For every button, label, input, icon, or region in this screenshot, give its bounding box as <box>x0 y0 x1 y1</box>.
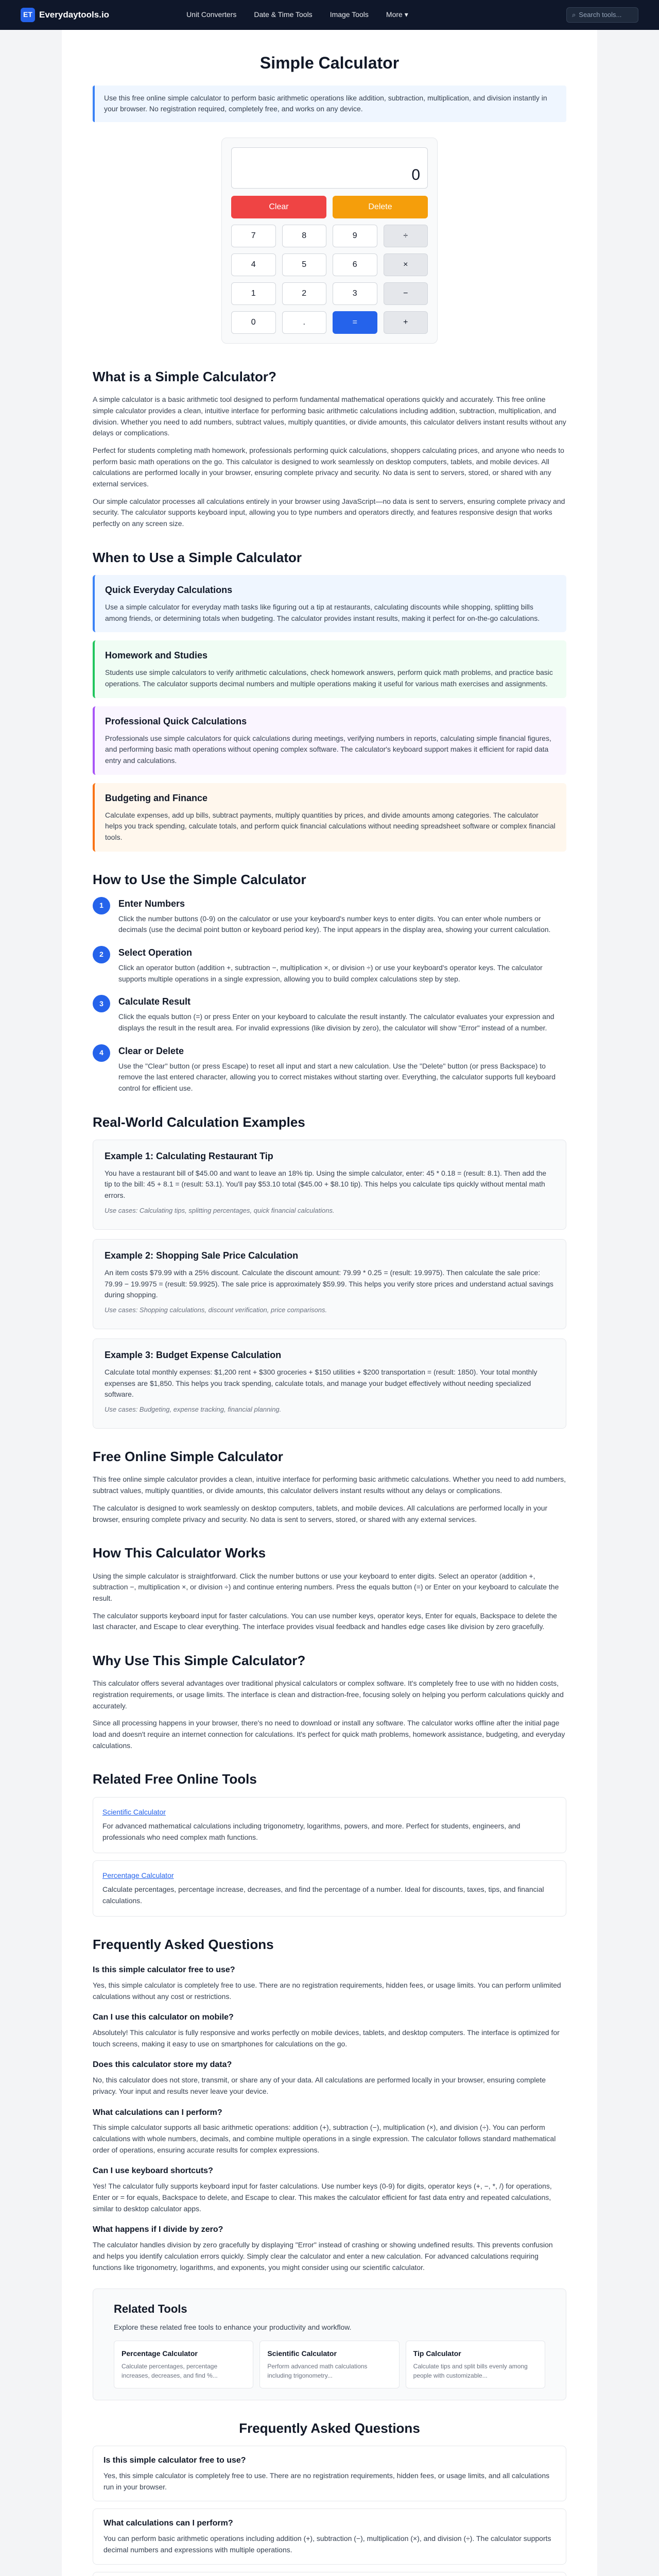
faq-question: Is this simple calculator free to use? <box>93 1965 235 1975</box>
calc-key-button[interactable]: = <box>333 311 377 334</box>
faq-list <box>93 1964 566 2273</box>
use-case-text: Students use simple calculators to verify arithmetic calculations, check homework answers, perform quick math problems, and practice basic operations. The calculator supports decimal numbers and multiple operations making it useful for various math exercises and assignments. <box>105 668 553 688</box>
calc-key-button[interactable]: ÷ <box>384 225 428 247</box>
example-title: Example 1: Calculating Restaurant Tip <box>105 1150 273 1161</box>
step-title: Calculate Result <box>118 996 191 1007</box>
faq-answer: The calculator handles division by zero gracefully by displaying "Error" instead of crashing or showing undefined results. This prevents confusion and helps you identify calculation errors quickly. Simply clear the calculator and enter a new calculation. For advanced calculations requiring functions like trigonometry, logarithms, and exponents, you might consider using our scientific calculator. <box>93 2241 553 2272</box>
faq-section <box>93 1934 566 2273</box>
step-title: Enter Numbers <box>118 898 185 909</box>
calc-key-button[interactable]: 9 <box>333 225 377 247</box>
free-para: This free online simple calculator provides a clean, intuitive interface for performing basic arithmetic calculations. Whether you need to add numbers, subtract values, multiply quantities, or divide amounts, this calculator delivers instant results without any delays or complications. <box>93 1475 566 1495</box>
example-text: You have a restaurant bill of $45.00 and want to leave an 18% tip. Using the simple calculator, enter: 45 * 0.18 = (result: 8.1). Then add the tip to the bill: 45 + 8.1 = (result: 53.1). You'll pay $53.10 total ($45.00 + $8.10 tip). This helps you calculate tips quickly without mental math errors. <box>105 1168 547 1200</box>
when-section <box>93 547 566 852</box>
use-case-card <box>93 783 566 852</box>
example-text: An item costs $79.99 with a 25% discount. Calculate the discount amount: 79.99 * 0.25 = (result: 19.9975). Then calculate the sale price: 79.99 − 19.9975 = (result: 59.9925). The sale price is approximately $59.99. This helps you verify store prices and understand actual savings during shopping. <box>105 1268 553 1299</box>
steps-list <box>93 897 566 1094</box>
related-box-item-title: Tip Calculator <box>413 2349 461 2358</box>
calculator-result: 0 <box>411 166 420 183</box>
step-text: Click the number buttons (0-9) on the calculator or use your keyboard's number keys to enter digits. You can enter whole numbers or decimals (use the decimal point button or keyboard period key). The input appears in the display area, showing your current calculation. <box>118 914 551 934</box>
why-para: Since all processing happens in your browser, there's no need to download or install any software. The calculator works offline after the initial page load and doesn't require an internet connection for calculations. It's perfect for quick math problems, homework assistance, budgeting, and everyday calculations. <box>93 1719 565 1750</box>
nav-unit-converters[interactable]: Unit Converters <box>186 10 237 19</box>
step-title: Select Operation <box>118 947 193 958</box>
free-section <box>93 1446 566 1525</box>
step-item <box>93 1044 566 1094</box>
faq-answer: Yes, this simple calculator is completely free to use. There are no registration requirements, hidden fees, or usage limits. You can perform unlimited calculations without any cost or restrictions. <box>93 1980 561 2001</box>
related-tools-heading: Related Free Online Tools <box>93 1771 257 1787</box>
related-box-item[interactable] <box>259 2341 399 2388</box>
nav-image-tools[interactable]: Image Tools <box>330 10 369 19</box>
calc-key-button[interactable]: 6 <box>333 253 377 276</box>
what-para: Our simple calculator processes all calculations entirely in your browser using JavaScript—no data is sent to servers, ensuring complete privacy and security. The calculator supports keyboard input, allowing you to type numbers and operators directly, and features responsive design that works perfectly on any screen size. <box>93 497 565 528</box>
related-tool-text: Calculate percentages, percentage increase, decreases, and find the percentage of a number. Ideal for discounts, taxes, tips, and financial calculations. <box>102 1885 544 1905</box>
related-box-item-text: Perform advanced math calculations including trigonometry... <box>267 2362 368 2380</box>
step-item <box>93 946 566 985</box>
what-section <box>93 366 566 530</box>
related-tool-text: For advanced mathematical calculations including trigonometry, logarithms, powers, and more. Perfect for students, engineers, and professionals who need complex math functions. <box>102 1822 521 1842</box>
step-number: 2 <box>93 946 110 963</box>
faq-question: Can I use keyboard shortcuts? <box>93 2166 213 2176</box>
works-para: Using the simple calculator is straightforward. Click the number buttons or use your keyboard to enter digits. Select an operator (addition +, subtraction −, multiplication ×, or division ÷) and continue entering numbers. Press the equals button (=) or Enter on your keyboard to calculate the result. <box>93 1571 559 1602</box>
related-box-item[interactable] <box>406 2341 545 2388</box>
related-box-item-text: Calculate tips and split bills evenly among people with customizable... <box>413 2362 528 2380</box>
use-case-text: Professionals use simple calculators for quick calculations during meetings, verifying numbers in reports, calculating simple financial figures, and performing basic math operations without opening complex software. The calculator's keyboard support makes it efficient for rapid data entry and calculations. <box>105 734 551 765</box>
step-body <box>118 1044 566 1094</box>
example-text: Calculate total monthly expenses: $1,200 rent + $300 groceries + $150 utilities + $200 transportation = (result: 1850). Your total monthly expenses are $1,850. This helps you track spending, calculate totals, and manage your budget effectively without needing specialized software. <box>105 1367 537 1399</box>
use-case-card <box>93 575 566 632</box>
related-box-grid <box>114 2341 545 2388</box>
use-case-title: Quick Everyday Calculations <box>105 585 233 596</box>
example-title: Example 2: Shopping Sale Price Calculation <box>105 1250 299 1261</box>
use-case-card <box>93 640 566 698</box>
calculator-expression <box>239 153 420 163</box>
step-item <box>93 995 566 1033</box>
main-content <box>62 30 597 2576</box>
calc-key-button[interactable]: 3 <box>333 282 377 305</box>
how-heading: How to Use the Simple Calculator <box>93 871 306 887</box>
use-case-title: Homework and Studies <box>105 650 208 661</box>
faq-accordion-question: Is this simple calculator free to use? <box>103 2456 246 2465</box>
calculator-display <box>231 147 428 189</box>
why-heading: Why Use This Simple Calculator? <box>93 1652 306 1668</box>
related-box-subtitle: Explore these related free tools to enhance your productivity and workflow. <box>114 2323 352 2332</box>
step-item <box>93 897 566 936</box>
search-input[interactable] <box>566 7 638 23</box>
calc-key-button[interactable]: . <box>282 311 327 334</box>
calc-key-button[interactable]: 2 <box>282 282 327 305</box>
calc-key-button[interactable]: Clear <box>231 196 326 218</box>
step-number: 1 <box>93 897 110 914</box>
examples-section <box>93 1112 566 1429</box>
works-para: The calculator supports keyboard input for faster calculations. You can use number keys, operator keys, Enter for equals, Backspace to delete the last character, and Escape to clear everything. The interface provides visual feedback and handles edge cases like division by zero gracefully. <box>93 1611 557 1631</box>
example-use-cases: Use cases: Budgeting, expense tracking, financial planning. <box>105 1405 282 1414</box>
related-tools-box <box>93 2289 566 2400</box>
page-title: Simple Calculator <box>259 54 400 72</box>
related-box-heading: Related Tools <box>114 2302 187 2316</box>
related-box-item-title: Scientific Calculator <box>267 2349 337 2358</box>
faq-accordion-section <box>93 2418 566 2576</box>
calc-key-button[interactable]: 0 <box>231 311 276 334</box>
nav-more[interactable]: More ▾ <box>386 10 408 19</box>
example-title: Example 3: Budget Expense Calculation <box>105 1350 282 1361</box>
faq-question: Does this calculator store my data? <box>93 2060 232 2070</box>
works-section <box>93 1543 566 1633</box>
example-card <box>93 1338 566 1429</box>
step-body <box>118 995 566 1033</box>
step-number: 3 <box>93 995 110 1012</box>
faq-question: What calculations can I perform? <box>93 2108 222 2117</box>
related-box-item-title: Percentage Calculator <box>122 2349 198 2358</box>
step-body <box>118 897 566 936</box>
related-tool-card <box>93 1860 566 1917</box>
faq-accordion-answer: Yes, this simple calculator is completely free to use. There are no registration requirements, hidden fees, or usage limits, and all calculations run in your browser. <box>103 2471 550 2491</box>
faq-answer: Yes! The calculator fully supports keyboard input for faster calculations. Use number keys (0-9) for digits, operator keys (+, −, *, /) for operations, Enter or = for equals, Backspace to delete, and Escape to clear. This makes the calculator efficient for fast data entry and repeated calculations, similar to desktop calculator apps. <box>93 2182 552 2213</box>
faq-question: Can I use this calculator on mobile? <box>93 2013 234 2022</box>
calc-key-button[interactable]: 7 <box>231 225 276 247</box>
nav-date-time-tools[interactable]: Date & Time Tools <box>254 10 313 19</box>
what-para: A simple calculator is a basic arithmetic tool designed to perform fundamental mathematical operations quickly and accurately. This free online simple calculator provides a clean, intuitive interface for performing basic arithmetic calculations including addition, subtraction, multiplication, and division. Whether you need to add numbers, subtract values, multiply quantities, or divide amounts, this calculator delivers instant results without any delays or complications. <box>93 395 566 437</box>
faq-accordion-item[interactable] <box>93 2509 566 2564</box>
faq-answer: This simple calculator supports all basic arithmetic operations: addition (+), subtraction (−), multiplication (×), and division (÷). You can perform calculations with whole numbers, decimals, and combine multiple operations in a single expression. The calculator follows standard mathematical order of operations, ensuring accurate results for complex expressions. <box>93 2123 556 2154</box>
step-title: Clear or Delete <box>118 1045 184 1056</box>
what-para: Perfect for students completing math homework, professionals performing quick calculations, shoppers calculating prices, and anyone who needs to perform basic math operations on the go. This calculator is designed to work seamlessly on desktop computers, tablets, and mobile devices. All calculations are performed locally in your browser, ensuring complete privacy and security. No data is sent to servers, stored, or shared with any external services. <box>93 446 564 488</box>
faq-answer: Absolutely! This calculator is fully responsive and works perfectly on mobile devices, tablets, and desktop computers. The interface is optimized for touch screens, making it easy to use on smartphones for calculations on the go. <box>93 2028 560 2048</box>
use-case-text: Calculate expenses, add up bills, subtract payments, multiply quantities by prices, and divide amounts among categories. The calculator helps you track spending, calculate totals, and perform quick financial calculations without needing spreadsheet software or complex financial tools. <box>105 810 556 841</box>
faq-question: What happens if I divide by zero? <box>93 2225 223 2234</box>
examples-heading: Real-World Calculation Examples <box>93 1114 305 1130</box>
examples-list <box>93 1140 566 1429</box>
site-logo-text: Everydaytools.io <box>39 9 110 20</box>
faq-accordion-question: What calculations can I perform? <box>103 2519 233 2528</box>
example-use-cases: Use cases: Calculating tips, splitting percentages, quick financial calculations. <box>105 1206 335 1214</box>
why-section <box>93 1650 566 1751</box>
when-heading: When to Use a Simple Calculator <box>93 549 302 565</box>
main-nav <box>186 9 408 21</box>
search-placeholder: Search tools... <box>579 10 622 19</box>
use-case-card <box>93 706 566 775</box>
use-case-text: Use a simple calculator for everyday math tasks like figuring out a tip at restaurants, calculating discounts while shopping, splitting bills among friends, or determining totals when budgeting. The calculator provides instant results, making it perfect for on-the-go calculations. <box>105 603 540 622</box>
calc-key-button[interactable]: 1 <box>231 282 276 305</box>
faq-heading: Frequently Asked Questions <box>93 1936 274 1952</box>
related-box-item-text: Calculate percentages, percentage increases, decreases, and find %... <box>122 2362 218 2380</box>
related-tools-section <box>93 1769 566 1916</box>
step-text: Use the "Clear" button (or press Escape) to reset all input and start a new calculation. Use the "Delete" button (or press Backspace) to remove the last entered character, allowing you to correct mistakes without starting over. Everything, the calculator supports full keyboard control for efficient use. <box>118 1061 556 1092</box>
related-tool-link[interactable]: Scientific Calculator <box>102 1807 166 1816</box>
related-tools-list <box>93 1797 566 1917</box>
example-card <box>93 1239 566 1329</box>
free-heading: Free Online Simple Calculator <box>93 1449 283 1465</box>
site-logo[interactable] <box>21 8 109 22</box>
example-use-cases: Use cases: Shopping calculations, discount verification, price comparisons. <box>105 1306 327 1314</box>
step-number: 4 <box>93 1044 110 1062</box>
calculator <box>221 138 438 344</box>
calc-key-button[interactable]: − <box>384 282 428 305</box>
related-box-item[interactable] <box>114 2341 253 2388</box>
calc-key-button[interactable]: Delete <box>333 196 428 218</box>
calc-key-button[interactable]: 5 <box>282 253 327 276</box>
faq-accordion-item[interactable] <box>93 2572 566 2576</box>
use-case-title: Budgeting and Finance <box>105 792 208 803</box>
calculator-keypad <box>231 196 428 334</box>
calc-key-button[interactable]: + <box>384 311 428 334</box>
related-tool-link[interactable]: Percentage Calculator <box>102 1871 174 1879</box>
faq-answer: No, this calculator does not store, transmit, or share any of your data. All calculations are performed locally in your browser, ensuring complete privacy. Your input and results never leave your device. <box>93 2076 546 2095</box>
use-case-list <box>93 575 566 851</box>
logo-icon: ET <box>21 8 35 22</box>
step-body <box>118 946 566 985</box>
works-heading: How This Calculator Works <box>93 1545 266 1561</box>
faq-accordion-item[interactable] <box>93 2446 566 2501</box>
step-text: Click the equals button (=) or press Enter on your keyboard to calculate the result instantly. The calculator evaluates your expression and displays the result in the result area. For invalid expressions (like division by zero), the calculator will show "Error" instead of a number. <box>118 1012 554 1032</box>
search-icon: ⌕ <box>572 10 576 19</box>
calc-key-button[interactable]: 4 <box>231 253 276 276</box>
use-case-title: Professional Quick Calculations <box>105 716 247 726</box>
site-header <box>0 0 659 30</box>
calc-key-button[interactable]: 8 <box>282 225 327 247</box>
example-card <box>93 1140 566 1230</box>
free-para: The calculator is designed to work seamlessly on desktop computers, tablets, and mobile devices. All calculations are performed locally in your browser, ensuring complete privacy and security. No data is sent to servers, stored, or shared with any external services. <box>93 1503 548 1523</box>
why-para: This calculator offers several advantages over traditional physical calculators or complex software. It's completely free to use with no hidden costs, registration requirements, or usage limits. The interface is clean and distraction-free, focusing solely on helping you perform calculations quickly and accurately. <box>93 1679 564 1710</box>
calc-key-button[interactable]: × <box>384 253 428 276</box>
faq-accordion-answer: You can perform basic arithmetic operations including addition (+), subtraction (−), multiplication (×), and division (÷). The calculator supports decimal numbers and expressions with multiple operations. <box>103 2534 551 2554</box>
how-section <box>93 869 566 1094</box>
faq-accordion-heading: Frequently Asked Questions <box>239 2420 420 2436</box>
step-text: Click an operator button (addition +, subtraction −, multiplication ×, or division ÷) or use your keyboard's operator keys. The calculator supports multiple operations in a single expression, allowing you to build complex calculations step by step. <box>118 963 543 983</box>
faq-accordion-list <box>93 2446 566 2576</box>
related-tool-card <box>93 1797 566 1853</box>
intro-box: Use this free online simple calculator to perform basic arithmetic operations like addition, subtraction, multiplication, and division instantly in your browser. No registration required, completely free, and works on any device. <box>93 86 566 122</box>
what-heading: What is a Simple Calculator? <box>93 368 276 384</box>
